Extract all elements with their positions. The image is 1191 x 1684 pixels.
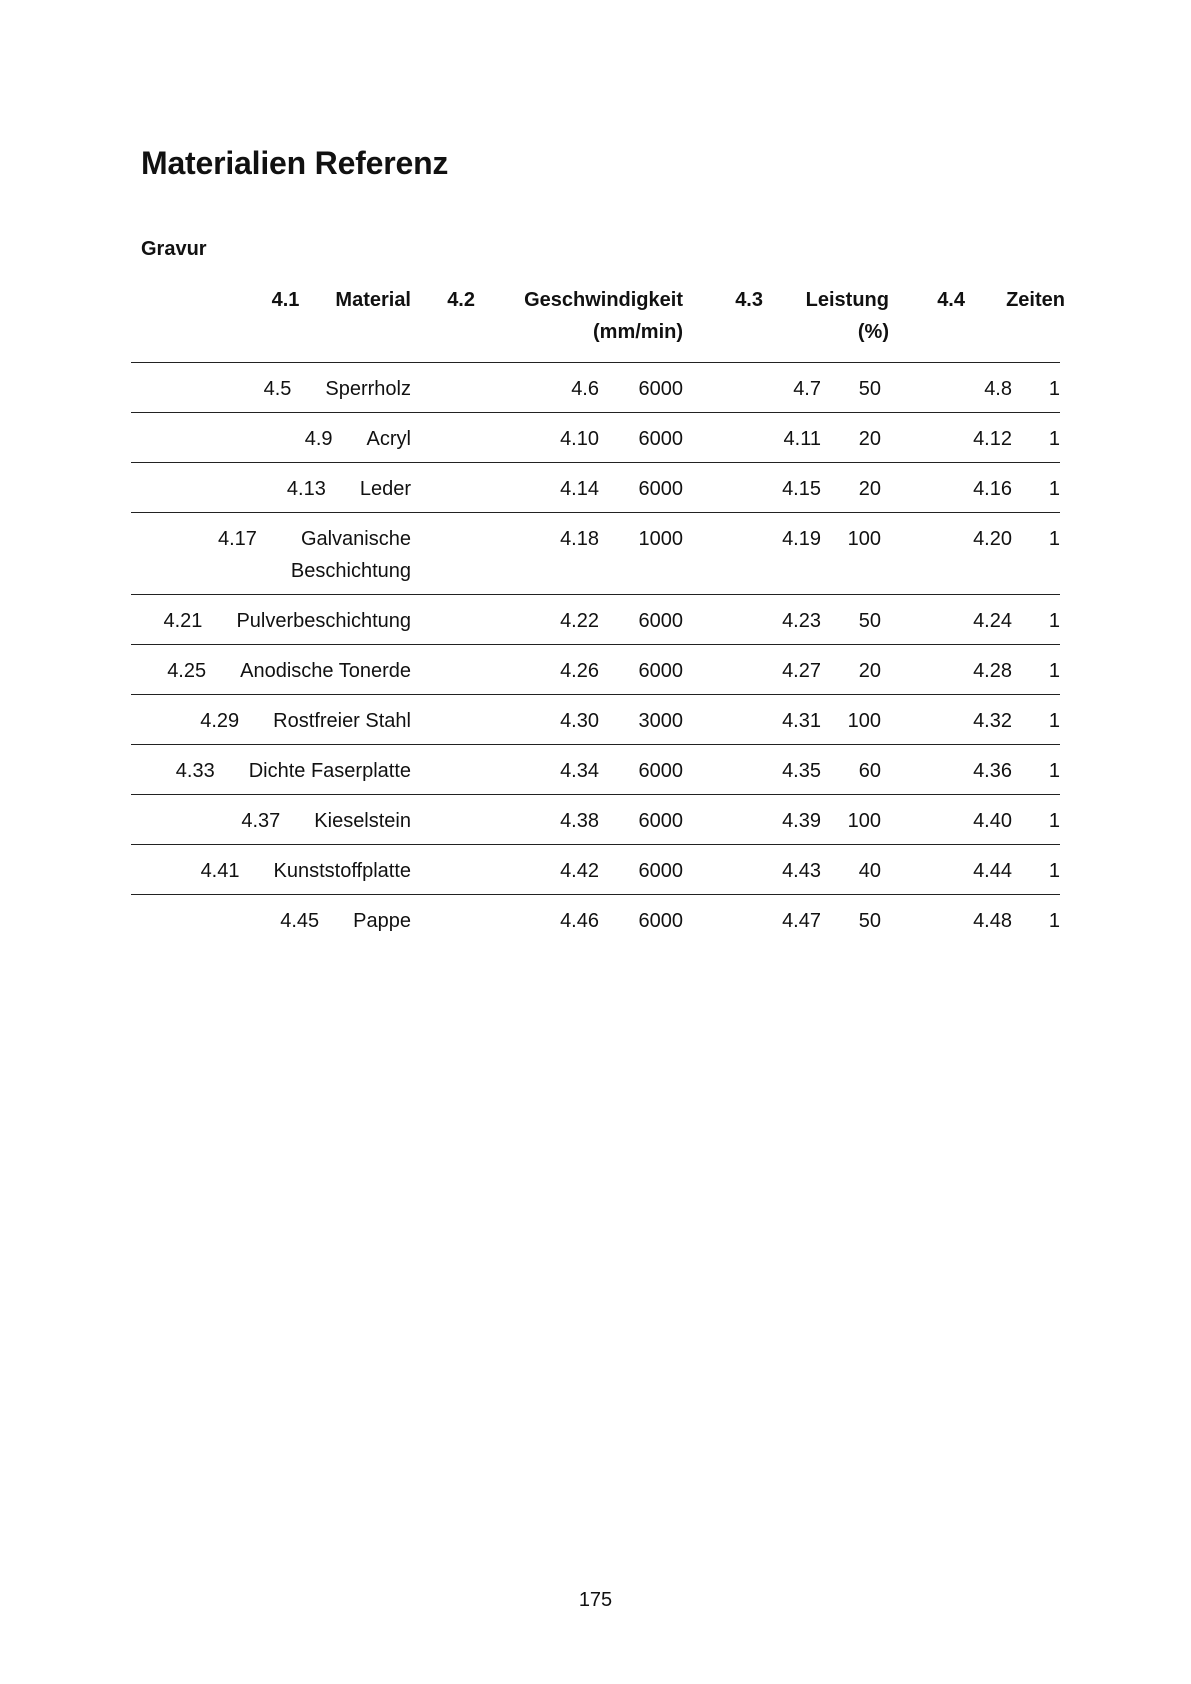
times-number: 4.28 — [973, 660, 1012, 682]
speed-number: 4.18 — [560, 528, 599, 550]
header-material — [131, 280, 411, 363]
times-value: 1 — [1048, 860, 1060, 882]
power-cell — [683, 795, 881, 845]
material-number: 4.33 — [175, 760, 215, 782]
header-number: 4.2 — [447, 289, 475, 311]
power-number: 4.27 — [782, 660, 821, 682]
speed-cell — [411, 363, 683, 413]
material-name-line1: Sperrholz — [325, 378, 411, 400]
speed-cell — [411, 695, 683, 745]
power-value: 60 — [858, 760, 881, 782]
material-name-line1: Acryl — [366, 428, 411, 450]
material-number: 4.45 — [280, 910, 320, 932]
header-speed — [411, 280, 683, 363]
material-name-line1: Kunststoffplatte — [273, 860, 411, 882]
header-number: 4.1 — [271, 289, 300, 311]
materials-table — [131, 280, 1065, 944]
speed-cell — [411, 463, 683, 513]
speed-value: 6000 — [638, 660, 683, 682]
times-cell — [881, 463, 1060, 513]
material-number: 4.13 — [286, 478, 326, 500]
table-row — [131, 895, 1060, 945]
times-number: 4.16 — [973, 478, 1012, 500]
material-number: 4.25 — [167, 660, 207, 682]
times-cell — [881, 595, 1060, 645]
material-cell — [131, 895, 411, 945]
speed-number: 4.46 — [560, 910, 599, 932]
speed-value: 1000 — [638, 528, 683, 550]
material-cell — [131, 695, 411, 745]
header-number: 4.3 — [735, 289, 763, 311]
material-cell — [131, 795, 411, 845]
speed-number: 4.10 — [560, 428, 599, 450]
table-row — [131, 695, 1060, 745]
power-number: 4.43 — [782, 860, 821, 882]
speed-value: 6000 — [638, 910, 683, 932]
speed-cell — [411, 795, 683, 845]
times-cell — [881, 845, 1060, 895]
speed-value: 3000 — [638, 710, 683, 732]
power-cell — [683, 895, 881, 945]
material-number: 4.5 — [263, 378, 292, 400]
power-cell — [683, 363, 881, 413]
material-name-line2: Beschichtung — [290, 560, 411, 582]
power-cell — [683, 413, 881, 463]
speed-cell — [411, 413, 683, 463]
power-number: 4.31 — [782, 710, 821, 732]
power-number: 4.11 — [783, 428, 821, 450]
power-number: 4.39 — [782, 810, 821, 832]
material-number: 4.9 — [304, 428, 333, 450]
speed-cell — [411, 645, 683, 695]
speed-cell — [411, 845, 683, 895]
speed-number: 4.26 — [560, 660, 599, 682]
power-cell — [683, 645, 881, 695]
material-name-line1: Dichte Faserplatte — [248, 760, 411, 782]
power-value: 100 — [847, 810, 881, 832]
header-label-line2: (%) — [857, 321, 889, 343]
material-name — [249, 755, 411, 787]
power-value: 40 — [858, 860, 881, 882]
page-number: 175 — [578, 1589, 613, 1611]
power-value: 20 — [858, 478, 881, 500]
power-value: 50 — [858, 610, 881, 632]
material-name — [360, 473, 411, 505]
material-name — [314, 805, 411, 837]
material-name — [291, 523, 411, 587]
power-value: 100 — [847, 528, 881, 550]
times-number: 4.32 — [973, 710, 1012, 732]
times-cell — [881, 695, 1060, 745]
material-name-line1: Rostfreier Stahl — [273, 710, 411, 732]
power-number: 4.19 — [782, 528, 821, 550]
speed-value: 6000 — [638, 860, 683, 882]
times-value: 1 — [1048, 910, 1060, 932]
material-cell — [131, 845, 411, 895]
header-label: Zeiten — [1006, 289, 1065, 311]
page-title: Materialien Referenz — [141, 145, 449, 181]
times-value: 1 — [1048, 528, 1060, 550]
table-row — [131, 413, 1060, 463]
header-label: Material — [335, 289, 411, 311]
times-value: 1 — [1048, 428, 1060, 450]
times-cell — [881, 363, 1060, 413]
power-value: 50 — [858, 378, 881, 400]
power-cell — [683, 845, 881, 895]
times-number: 4.20 — [973, 528, 1012, 550]
power-number: 4.7 — [793, 378, 821, 400]
table-body — [131, 363, 1060, 945]
speed-cell — [411, 895, 683, 945]
material-name-line1: Kieselstein — [314, 810, 411, 832]
material-number: 4.21 — [163, 610, 203, 632]
material-cell — [131, 645, 411, 695]
times-number: 4.36 — [973, 760, 1012, 782]
times-number: 4.40 — [973, 810, 1012, 832]
power-cell — [683, 695, 881, 745]
material-name — [240, 655, 411, 687]
material-name-line1: Pappe — [353, 910, 411, 932]
speed-number: 4.38 — [560, 810, 599, 832]
material-cell — [131, 363, 411, 413]
power-cell — [683, 463, 881, 513]
header-power — [683, 280, 889, 363]
speed-value: 6000 — [638, 610, 683, 632]
times-cell — [881, 645, 1060, 695]
material-name-line1: Pulverbeschichtung — [236, 610, 411, 632]
times-cell — [881, 895, 1060, 945]
material-name — [367, 423, 411, 455]
material-number: 4.29 — [200, 710, 240, 732]
times-value: 1 — [1048, 710, 1060, 732]
section-title: Gravur — [141, 238, 207, 260]
times-value: 1 — [1048, 810, 1060, 832]
speed-number: 4.6 — [571, 378, 599, 400]
material-name — [353, 905, 411, 937]
material-number: 4.41 — [200, 860, 240, 882]
power-value: 50 — [858, 910, 881, 932]
table-row — [131, 795, 1060, 845]
table-row — [131, 513, 1060, 595]
speed-value: 6000 — [638, 428, 683, 450]
power-number: 4.47 — [782, 910, 821, 932]
times-cell — [881, 745, 1060, 795]
header-times — [881, 280, 1065, 363]
times-value: 1 — [1048, 478, 1060, 500]
material-name — [274, 855, 412, 887]
table-row — [131, 845, 1060, 895]
speed-number: 4.30 — [560, 710, 599, 732]
times-cell — [881, 795, 1060, 845]
speed-value: 6000 — [638, 760, 683, 782]
material-cell — [131, 463, 411, 513]
times-number: 4.8 — [984, 378, 1012, 400]
header-label — [475, 284, 683, 348]
power-value: 100 — [847, 710, 881, 732]
table-row — [131, 595, 1060, 645]
material-name-line1: Galvanische — [300, 528, 411, 550]
times-value: 1 — [1048, 760, 1060, 782]
header-label-line2: (mm/min) — [593, 321, 683, 343]
speed-value: 6000 — [638, 810, 683, 832]
speed-value: 6000 — [638, 378, 683, 400]
header-label-line1: Leistung — [805, 289, 889, 311]
power-cell — [683, 745, 881, 795]
power-value: 20 — [858, 428, 881, 450]
times-number: 4.48 — [973, 910, 1012, 932]
power-cell — [683, 595, 881, 645]
header-label-line1: Geschwindigkeit — [524, 289, 683, 311]
times-value: 1 — [1048, 610, 1060, 632]
material-name-line1: Leder — [359, 478, 411, 500]
power-number: 4.15 — [782, 478, 821, 500]
table-row — [131, 363, 1060, 413]
power-number: 4.35 — [782, 760, 821, 782]
header-number: 4.4 — [937, 289, 965, 311]
material-name — [236, 605, 411, 637]
times-number: 4.44 — [973, 860, 1012, 882]
times-number: 4.12 — [973, 428, 1012, 450]
table-header-row — [131, 280, 1060, 363]
times-cell — [881, 513, 1060, 595]
times-value: 1 — [1048, 378, 1060, 400]
speed-number: 4.34 — [560, 760, 599, 782]
material-cell — [131, 745, 411, 795]
material-number: 4.17 — [217, 528, 257, 550]
table-row — [131, 745, 1060, 795]
speed-number: 4.42 — [560, 860, 599, 882]
speed-number: 4.22 — [560, 610, 599, 632]
power-value: 20 — [858, 660, 881, 682]
speed-cell — [411, 513, 683, 595]
material-name — [325, 373, 411, 405]
speed-number: 4.14 — [560, 478, 599, 500]
times-cell — [881, 413, 1060, 463]
times-number: 4.24 — [973, 610, 1012, 632]
power-number: 4.23 — [782, 610, 821, 632]
table-row — [131, 463, 1060, 513]
material-cell — [131, 595, 411, 645]
speed-cell — [411, 595, 683, 645]
table-row — [131, 645, 1060, 695]
power-cell — [683, 513, 881, 595]
material-cell — [131, 413, 411, 463]
material-name — [273, 705, 411, 737]
material-number: 4.37 — [241, 810, 281, 832]
speed-value: 6000 — [638, 478, 683, 500]
times-value: 1 — [1048, 660, 1060, 682]
header-label — [763, 284, 889, 348]
material-cell — [131, 513, 411, 595]
speed-cell — [411, 745, 683, 795]
material-name-line1: Anodische Tonerde — [240, 660, 411, 682]
